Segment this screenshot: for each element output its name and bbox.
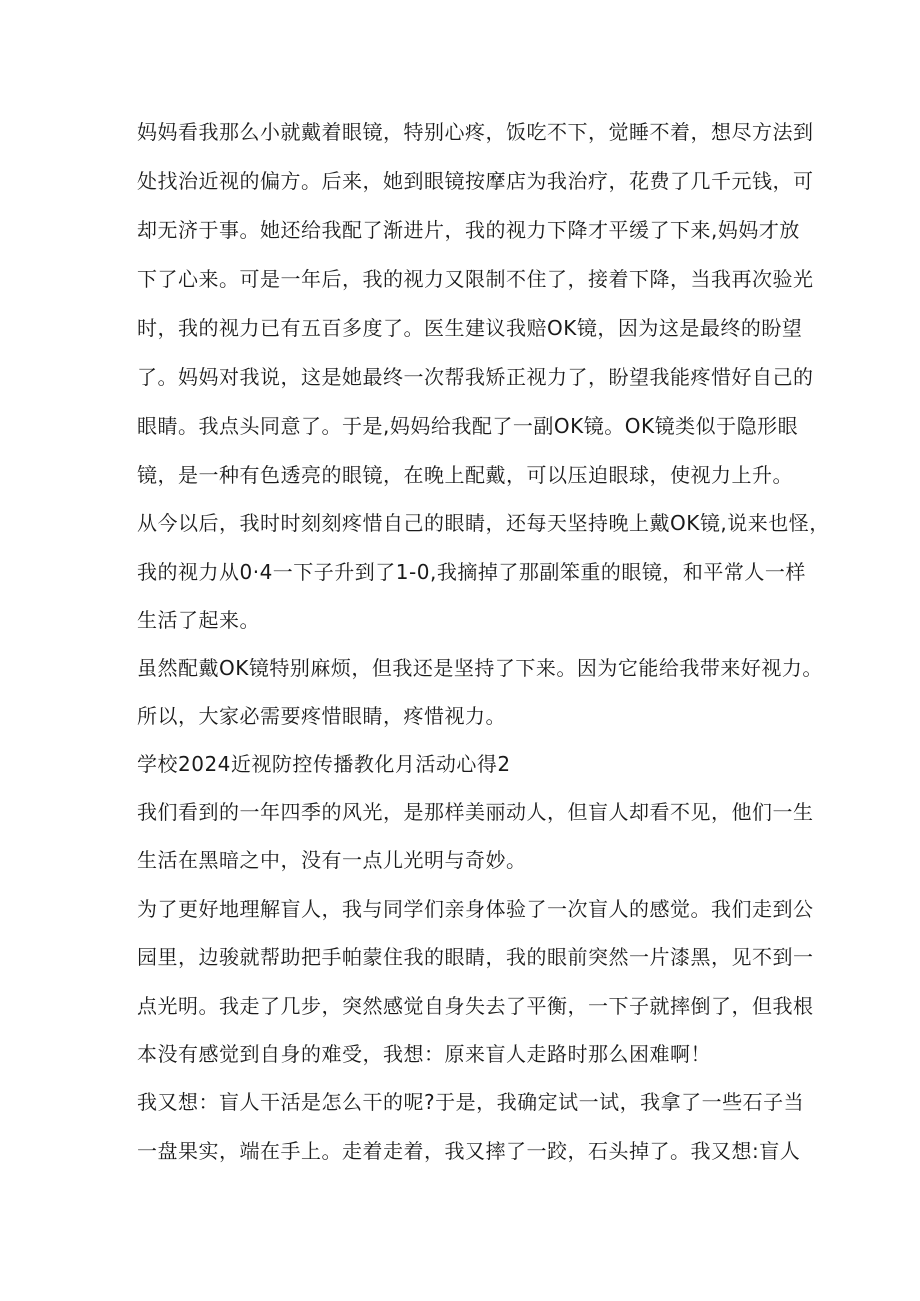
text-line: 虽然配戴OK镜特别麻烦，但我还是坚持了下来。因为它能给我带来好视力。 (137, 656, 823, 680)
text-line: 下了心来。可是一年后，我的视力又限制不住了，接着下降，当我再次验光 (137, 267, 814, 291)
text-line: 我的视力从0·4一下子升到了1-0,我摘掉了那副笨重的眼镜，和平常人一样 (137, 560, 806, 584)
text-line: 镜，是一种有色透亮的眼镜，在晚上配戴，可以压迫眼球，使视力上升。 (137, 463, 793, 487)
text-line: 从今以后，我时时刻刻疼惜自己的眼睛，还每天坚持晚上戴OK镜,说来也怪， (137, 511, 830, 535)
section-heading: 学校2024近视防控传播教化月活动心得2 (137, 752, 511, 776)
text-line: 处找治近视的偏方。后来，她到眼镜按摩店为我治疗，花费了几千元钱，可 (137, 169, 814, 193)
text-line: 了。妈妈对我说，这是她最终一次帮我矫正视力了，盼望我能疼惜好自己的 (137, 365, 814, 389)
text-line: 时，我的视力已有五百多度了。医生建议我赔OK镜，因为这是最终的盼望 (137, 316, 803, 340)
text-line: 生活了起来。 (137, 608, 260, 632)
text-line: 本没有感觉到自身的难受，我想：原来盲人走路时那么困难啊！ (137, 1042, 711, 1066)
text-line: 为了更好地理解盲人，我与同学们亲身体验了一次盲人的感觉。我们走到公 (137, 897, 814, 921)
text-line: 生活在黑暗之中，没有一点儿光明与奇妙。 (137, 848, 527, 872)
text-line: 点光明。我走了几步，突然感觉自身失去了平衡，一下子就摔倒了，但我根 (137, 994, 814, 1018)
text-line: 我们看到的一年四季的风光，是那样美丽动人，但盲人却看不见，他们一生 (137, 800, 814, 824)
text-line: 园里，边骏就帮助把手帕蒙住我的眼睛，我的眼前突然一片漆黑，见不到一 (137, 945, 814, 969)
text-line: 所以，大家必需要疼惜眼睛，疼惜视力。 (137, 704, 506, 728)
text-line: 眼睛。我点头同意了。于是,妈妈给我配了一副OK镜。OK镜类似于隐形眼 (137, 414, 799, 438)
text-line: 却无济于事。她还给我配了渐进片，我的视力下降才平缓了下来,妈妈才放 (137, 218, 800, 242)
text-line: 我又想：盲人干活是怎么干的呢?于是，我确定试一试，我拿了一些石子当 (137, 1090, 805, 1114)
text-line: 一盘果实，端在手上。走着走着，我又摔了一跤，石头掉了。我又想:盲人 (137, 1139, 801, 1163)
text-line: 妈妈看我那么小就戴着眼镜，特别心疼，饭吃不下，觉睡不着，想尽方法到 (137, 120, 814, 144)
